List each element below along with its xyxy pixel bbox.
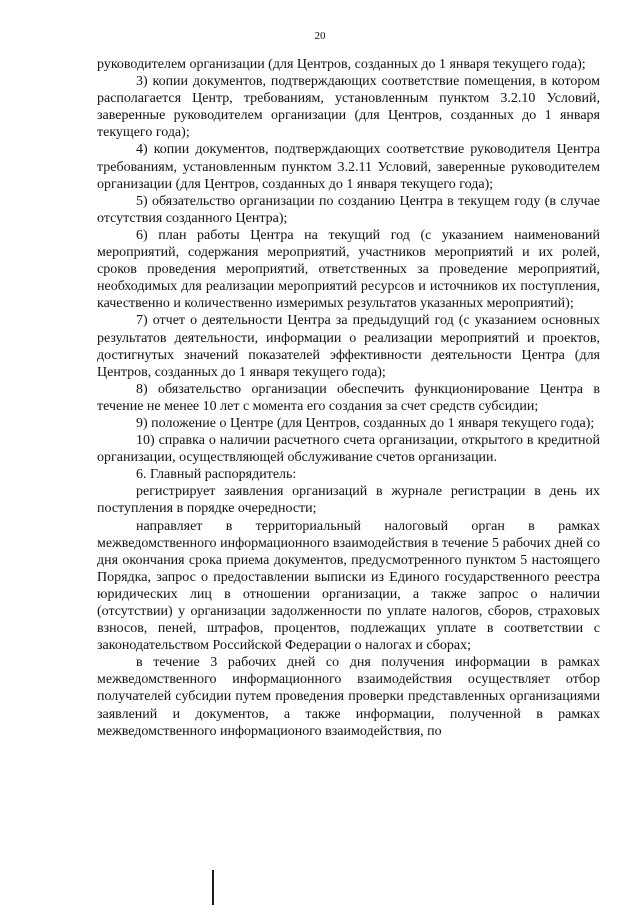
paragraph-item-7: 7) отчет о деятельности Центра за предыдущий год (с указанием основных результатов деятельности, информации о реализации мероприятий и проектов, достигнутых значений показателей эффективности деятельности Центра (для Центров, созданных до 1 января текущего года); (97, 313, 600, 380)
page-number: 20 (314, 30, 326, 42)
paragraph-item-8: 8) обязательство организации обеспечить функционирование Центра в течение не менее 10 лет с момента его создания за счет средств субсидии; (97, 381, 600, 414)
paragraph-registration: регистрирует заявления организаций в журнале регистрации в день их поступления в порядке очередности; (97, 484, 600, 517)
paragraph-continuation: руководителем организации (для Центров, созданных до 1 января текущего года); (97, 57, 586, 72)
paragraph-item-9: 9) положение о Центре (для Центров, созданных до 1 января текущего года); (136, 415, 595, 431)
paragraph-item-5: 5) обязательство организации по созданию Центра в текущем году (в случае отсутствия созданного Центра); (97, 193, 600, 226)
section-6-heading: 6. Главный распорядитель: (136, 467, 297, 483)
paragraph-item-6: 6) план работы Центра на текущий год (с указанием наименований мероприятий, содержания мероприятий, участников мероприятий и их ролей, сроков проведения мероприятий, ответственных за проведение мероприятий, необходимых для реализации мероприятий ресурсов и источников их поступления, качественно и количественно измеримых результатов указанных мероприятий); (97, 227, 600, 312)
document-body (97, 56, 600, 740)
paragraph-item-4: 4) копии документов, подтверждающих соответствие руководителя Центра требованиям, установленным пунктом 3.2.11 Условий, заверенные руководителем организации (для Центров, созданных до 1 января текущего года); (97, 142, 600, 192)
paragraph-item-10: 10) справка о наличии расчетного счета организации, открытого в кредитной организации, осуществляющей обслуживание счетов организации. (97, 433, 600, 466)
paragraph-selection: в течение 3 рабочих дней со дня получения информации в рамках межведомственного информационного взаимодействия осуществляет отбор получателей субсидии путем проведения проверки представленных организациями заявлений и документов, а также информации, полученной в рамках межведомственного информационого взаимодействия, по (97, 655, 600, 739)
paragraph-item-3: 3) копии документов, подтверждающих соответствие помещения, в котором располагается Центр, требованиям, установленным пунктом 3.2.10 Условий, заверенные руководителем организации (для Центров, созданных до 1 января текущего года); (97, 74, 600, 141)
scan-margin-mark (212, 870, 214, 905)
paragraph-tax-request: направляет в территориальный налоговый орган в рамках межведомственного информационного взаимодействия в течение 5 рабочих дней со дня окончания срока приема документов, предусмотренного пунктом 5 настоящего Порядка, запрос о предоставлении выписки из Единого государственного реестра юридических лиц в отношении организации, а также запрос о наличии (отсутствии) у организации задолженности по уплате налогов, сборов, страховых взносов, пеней, штрафов, процентов, подлежащих уплате в соответствии с законодательством Российской Федерации о налогах и сборах; (97, 518, 600, 654)
